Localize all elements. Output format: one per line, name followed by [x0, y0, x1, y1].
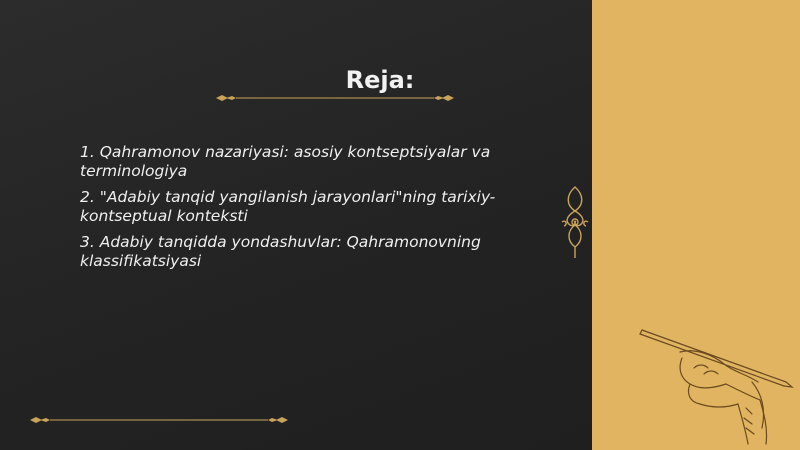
bottom-divider-ornament	[28, 415, 290, 425]
agenda-list	[80, 143, 570, 278]
scroll-ornament	[558, 185, 592, 260]
title-divider-ornament	[214, 93, 456, 103]
agenda-item-2: 2. "Adabiy tanqid yangilanish jarayonlari"ning tarixiy-kontseptual konteksti	[80, 188, 496, 225]
hand-with-pen-icon	[634, 324, 794, 446]
slide-title: Reja:	[345, 66, 415, 94]
agenda-item-1: 1. Qahramonov nazariyasi: asosiy kontseptsiyalar va terminologiya	[80, 143, 491, 180]
agenda-item-3: 3. Adabiy tanqidda yondashuvlar: Qahramonovning klassifikatsiyasi	[80, 233, 481, 270]
